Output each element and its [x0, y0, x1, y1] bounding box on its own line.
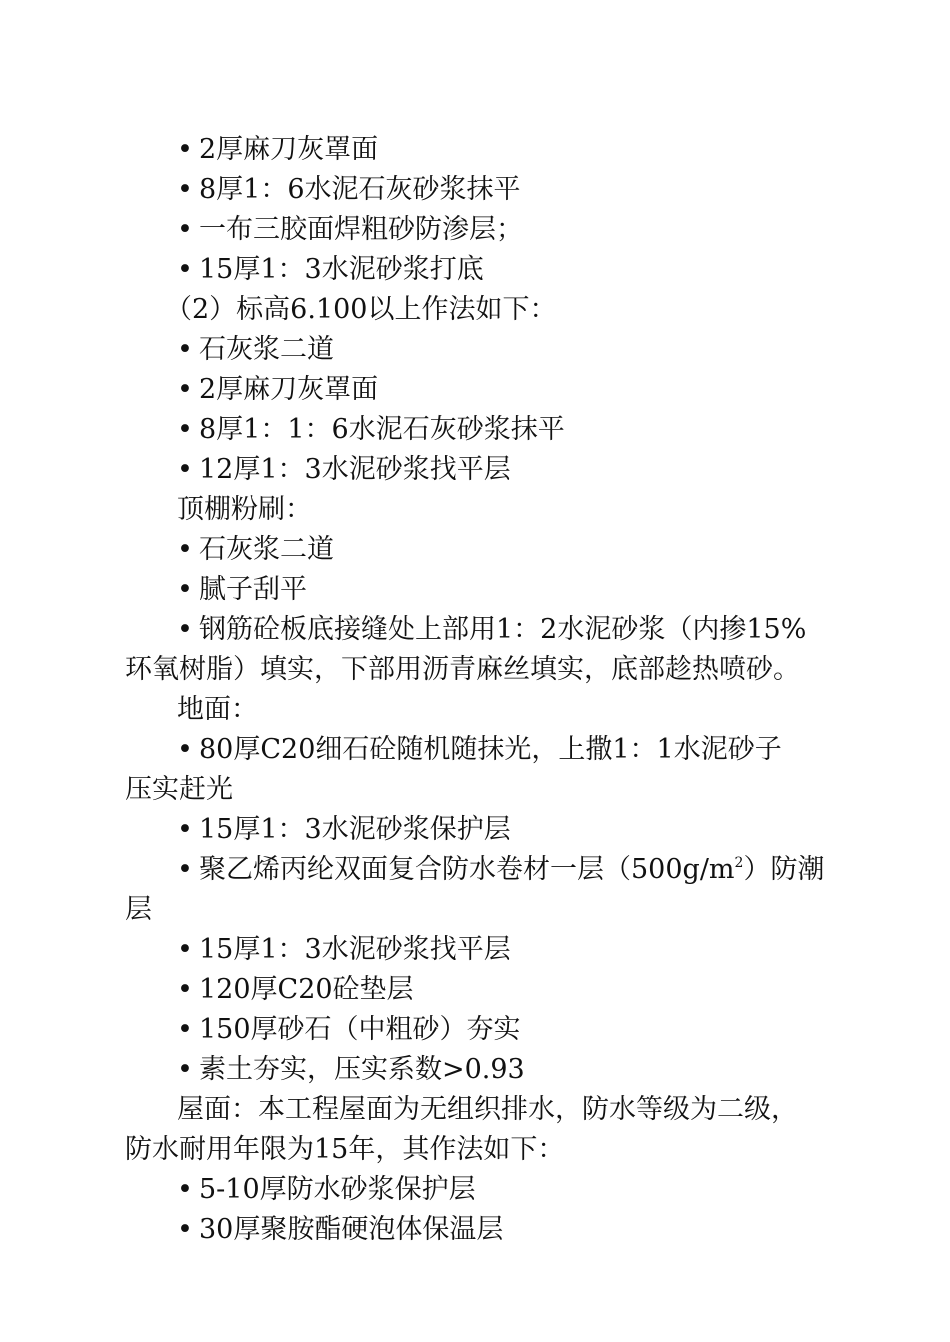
list-item-text: 5-10厚防水砂浆保护层 — [199, 1174, 476, 1205]
list-item — [125, 1170, 860, 1210]
list-item-text: 8厚1：1：6水泥石灰砂浆抹平 — [199, 414, 565, 445]
list-item-text: 150厚砂石（中粗砂）夯实 — [199, 1014, 521, 1045]
bullet: • — [177, 854, 193, 885]
list-item-text: 12厚1：3水泥砂浆找平层 — [199, 454, 511, 485]
superscript: 2 — [734, 855, 744, 871]
bullet: • — [177, 214, 193, 245]
list-item-text: 素土夯实，压实系数>0.93 — [199, 1054, 525, 1085]
list-item-text: 一布三胶面焊粗砂防渗层； — [199, 214, 523, 245]
list-item-text: 聚乙烯丙纶双面复合防水卷材一层（500g/m — [199, 854, 735, 885]
list-item — [125, 1210, 860, 1250]
list-item — [125, 370, 860, 410]
list-item — [125, 210, 860, 250]
list-item — [125, 850, 860, 890]
bullet: • — [177, 1214, 193, 1245]
section-heading: 顶棚粉刷： — [177, 494, 312, 525]
bullet: • — [177, 814, 193, 845]
list-item — [125, 610, 860, 650]
bullet: • — [177, 614, 193, 645]
list-item — [125, 1010, 860, 1050]
list-item-continuation: 压实赶光 — [125, 774, 233, 805]
list-item-continuation: 环氧树脂）填实，下部用沥青麻丝填实，底部趁热喷砂。 — [125, 654, 800, 685]
list-item-text: 钢筋砼板底接缝处上部用1：2水泥砂浆（内掺15% — [199, 614, 807, 645]
list-item-text: 30厚聚胺酯硬泡体保温层 — [199, 1214, 504, 1245]
list-item — [125, 730, 860, 770]
list-item-text: 2厚麻刀灰罩面 — [199, 374, 379, 405]
list-item-text: 120厚C20砼垫层 — [199, 974, 414, 1005]
bullet: • — [177, 1174, 193, 1205]
paragraph: 屋面：本工程屋面为无组织排水，防水等级为二级， — [177, 1094, 798, 1125]
bullet: • — [177, 454, 193, 485]
bullet: • — [177, 734, 193, 765]
bullet: • — [177, 934, 193, 965]
bullet: • — [177, 254, 193, 285]
list-item — [125, 330, 860, 370]
list-item — [125, 570, 860, 610]
list-item-text: 腻子刮平 — [199, 574, 307, 605]
list-item — [125, 130, 860, 170]
bullet: • — [177, 1054, 193, 1085]
section-heading: （2）标高6.100以上作法如下： — [165, 294, 557, 325]
list-item-text: 15厚1：3水泥砂浆找平层 — [199, 934, 511, 965]
list-item-text: 15厚1：3水泥砂浆打底 — [199, 254, 484, 285]
list-item — [125, 450, 860, 490]
list-item — [125, 1050, 860, 1090]
bullet: • — [177, 174, 193, 205]
list-item — [125, 970, 860, 1010]
section-heading: 地面： — [177, 694, 258, 725]
bullet: • — [177, 334, 193, 365]
list-item-text: 石灰浆二道 — [199, 334, 334, 365]
bullet: • — [177, 414, 193, 445]
list-item-text: 2厚麻刀灰罩面 — [199, 134, 379, 165]
bullet: • — [177, 534, 193, 565]
list-item — [125, 930, 860, 970]
bullet: • — [177, 574, 193, 605]
list-item — [125, 250, 860, 290]
list-item-text: 石灰浆二道 — [199, 534, 334, 565]
bullet: • — [177, 1014, 193, 1045]
list-item — [125, 170, 860, 210]
list-item-text-tail: ）防潮 — [743, 854, 825, 885]
bullet: • — [177, 374, 193, 405]
list-item-text: 8厚1：6水泥石灰砂浆抹平 — [199, 174, 521, 205]
list-item-text: 80厚C20细石砼随机随抹光，上撒1：1水泥砂子 — [199, 734, 782, 765]
bullet: • — [177, 134, 193, 165]
list-item — [125, 530, 860, 570]
paragraph-continuation: 防水耐用年限为15年，其作法如下： — [125, 1134, 565, 1165]
list-item-text: 15厚1：3水泥砂浆保护层 — [199, 814, 511, 845]
list-item-continuation: 层 — [125, 894, 152, 925]
document-body — [125, 130, 860, 1250]
list-item — [125, 410, 860, 450]
list-item — [125, 810, 860, 850]
bullet: • — [177, 974, 193, 1005]
